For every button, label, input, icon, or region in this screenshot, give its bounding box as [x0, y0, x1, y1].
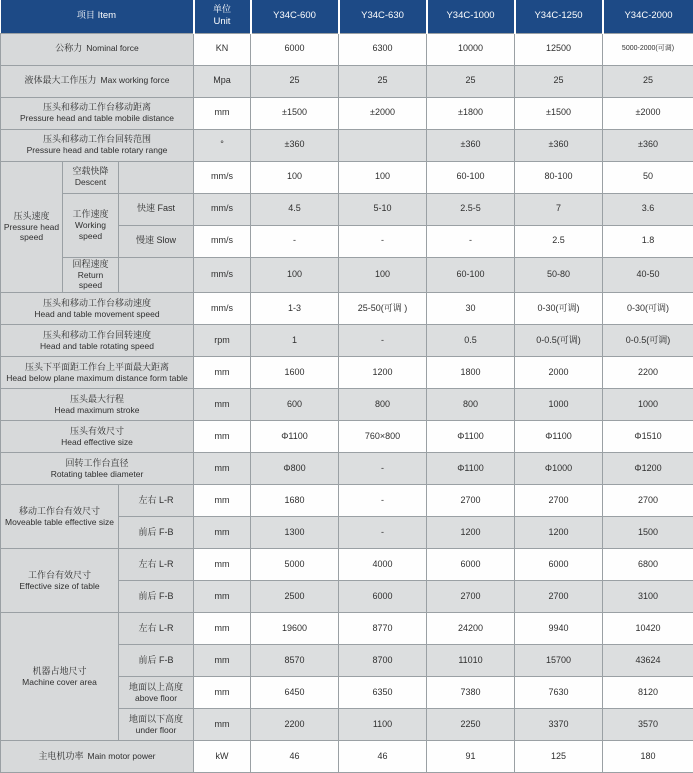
value-cell: - — [339, 453, 427, 485]
value-cell: 12500 — [515, 33, 603, 65]
value-cell: 8570 — [251, 645, 339, 677]
value-cell: 180 — [603, 741, 693, 773]
item-label-cell — [1, 97, 194, 129]
value-cell: 10000 — [427, 33, 515, 65]
sub-label-cell — [119, 677, 194, 709]
value-cell: 60-100 — [427, 161, 515, 193]
item-label-cell — [1, 357, 194, 389]
column-header-model-5: Y34C-2000 — [603, 0, 693, 33]
value-cell: 1800 — [427, 357, 515, 389]
item-label-cell — [1, 389, 194, 421]
label-en: Head below plane maximum distance form table — [6, 372, 188, 383]
unit-header-en: Unit — [213, 15, 231, 27]
row-movement-speed — [1, 293, 693, 325]
value-cell: 2700 — [515, 581, 603, 613]
value-cell: 46 — [339, 741, 427, 773]
value-cell: 5000-2000(可调) — [603, 33, 693, 65]
value-cell: 2250 — [427, 709, 515, 741]
value-cell: Φ1100 — [251, 421, 339, 453]
value-cell: 4000 — [339, 549, 427, 581]
label-zh: 公称力 — [55, 43, 83, 54]
unit-cell: mm — [194, 549, 251, 581]
label-en: Pressure head and table rotary range — [26, 145, 168, 156]
sub-sub-label-cell: 慢速 Slow — [119, 225, 194, 257]
row-nominal-force — [1, 33, 693, 65]
unit-cell: mm/s — [194, 257, 251, 293]
item-label-cell — [1, 325, 194, 357]
label-en: Pressure head and table mobile distance — [19, 113, 175, 124]
label-zh: 压头和移动工作台移动距离 — [42, 102, 151, 113]
unit-cell: KN — [194, 33, 251, 65]
value-cell — [339, 129, 427, 161]
value-cell: 1100 — [339, 709, 427, 741]
value-cell: 11010 — [427, 645, 515, 677]
row-working-fast — [1, 193, 693, 225]
value-cell: 8700 — [339, 645, 427, 677]
unit-cell: ° — [194, 129, 251, 161]
value-cell: 25 — [339, 65, 427, 97]
value-cell: 1 — [251, 325, 339, 357]
value-cell: 9940 — [515, 613, 603, 645]
unit-cell: rpm — [194, 325, 251, 357]
header-row — [1, 0, 693, 33]
value-cell: ±2000 — [339, 97, 427, 129]
value-cell: 1000 — [515, 389, 603, 421]
value-cell: 1200 — [339, 357, 427, 389]
value-cell: 100 — [339, 161, 427, 193]
value-cell: 3.6 — [603, 193, 693, 225]
value-cell: 2700 — [427, 581, 515, 613]
row-max-stroke — [1, 389, 693, 421]
value-cell: 0-0.5(可调) — [603, 325, 693, 357]
value-cell: 100 — [251, 257, 339, 293]
value-cell: 2200 — [251, 709, 339, 741]
value-cell: 19600 — [251, 613, 339, 645]
empty-cell — [119, 161, 194, 193]
sub-label-cell: 左右 L-R — [119, 485, 194, 517]
label-zh: 机器占地尺寸 — [32, 665, 87, 676]
column-header-model-2: Y34C-630 — [339, 0, 427, 33]
label-zh: 压头最大行程 — [69, 393, 124, 404]
value-cell: 0-0.5(可调) — [515, 325, 603, 357]
label-en: Max working force — [100, 75, 170, 86]
label-en: Pressure head speed — [3, 221, 60, 243]
label-zh: 工作速度 — [72, 208, 109, 219]
row-moveable-lr — [1, 485, 693, 517]
label-zh: 压头下平面距工作台上平面最大距离 — [24, 361, 169, 372]
value-cell: 5-10 — [339, 193, 427, 225]
value-cell: 1500 — [603, 517, 693, 549]
unit-cell: mm — [194, 453, 251, 485]
group-label-moveable-table — [1, 485, 119, 549]
unit-cell: kW — [194, 741, 251, 773]
value-cell: 600 — [251, 389, 339, 421]
label-zh: 主电机功率 — [38, 750, 84, 761]
value-cell: 25 — [427, 65, 515, 97]
value-cell: 7 — [515, 193, 603, 225]
value-cell: 5000 — [251, 549, 339, 581]
column-header-model-1: Y34C-600 — [251, 0, 339, 33]
group-label-machine-area — [1, 613, 119, 741]
value-cell: ±360 — [515, 129, 603, 161]
value-cell: Φ800 — [251, 453, 339, 485]
label-en: Effective size of table — [19, 580, 100, 591]
value-cell: 6300 — [339, 33, 427, 65]
column-header-model-3: Y34C-1000 — [427, 0, 515, 33]
sub-label-cell: 左右 L-R — [119, 613, 194, 645]
value-cell: 3570 — [603, 709, 693, 741]
value-cell: 800 — [339, 389, 427, 421]
label-zh: 压头和移动工作台回转速度 — [42, 329, 151, 340]
sub-label-cell — [119, 709, 194, 741]
value-cell: ±360 — [251, 129, 339, 161]
value-cell: 1-3 — [251, 293, 339, 325]
label-zh: 回转工作台直径 — [65, 457, 129, 468]
item-label-cell — [1, 33, 194, 65]
value-cell: 6450 — [251, 677, 339, 709]
value-cell: 2.5 — [515, 225, 603, 257]
value-cell: 6000 — [251, 33, 339, 65]
value-cell: 6000 — [515, 549, 603, 581]
label-en: Rotating tablee diameter — [50, 468, 144, 479]
label-en: Nominal force — [86, 43, 139, 54]
value-cell: 1300 — [251, 517, 339, 549]
label-en: Descent — [74, 177, 107, 188]
empty-cell — [119, 257, 194, 293]
value-cell: 30 — [427, 293, 515, 325]
value-cell: 46 — [251, 741, 339, 773]
label-en: Return speed — [77, 269, 104, 291]
row-max-distance — [1, 357, 693, 389]
value-cell: ±1500 — [515, 97, 603, 129]
value-cell: - — [339, 225, 427, 257]
value-cell: 7630 — [515, 677, 603, 709]
row-head-effective-size — [1, 421, 693, 453]
value-cell: Φ1100 — [427, 421, 515, 453]
value-cell: 43624 — [603, 645, 693, 677]
label-zh: 压头和移动工作台回转范围 — [42, 134, 151, 145]
label-zh: 压头速度 — [13, 210, 50, 221]
unit-cell: mm — [194, 485, 251, 517]
value-cell: - — [427, 225, 515, 257]
value-cell: 25-50(可调 ) — [339, 293, 427, 325]
item-label-cell — [1, 65, 194, 97]
value-cell: 24200 — [427, 613, 515, 645]
label-en: under floor — [135, 724, 177, 735]
value-cell: 50 — [603, 161, 693, 193]
value-cell: - — [251, 225, 339, 257]
value-cell: ±1800 — [427, 97, 515, 129]
value-cell: Φ1100 — [427, 453, 515, 485]
value-cell: 25 — [603, 65, 693, 97]
label-en: Moveable table effective size — [5, 516, 114, 527]
unit-cell: mm — [194, 581, 251, 613]
unit-cell: Mpa — [194, 65, 251, 97]
label-zh: 压头和移动工作台移动速度 — [42, 297, 151, 308]
label-en: Working speed — [74, 220, 107, 241]
value-cell: 2500 — [251, 581, 339, 613]
label-en: Head and table rotating speed — [40, 340, 154, 351]
value-cell: 6350 — [339, 677, 427, 709]
value-cell: ±360 — [427, 129, 515, 161]
value-cell: 15700 — [515, 645, 603, 677]
sub-label-cell: 前后 F-B — [119, 645, 194, 677]
label-en: above floor — [134, 692, 178, 703]
sub-label-cell: 前后 F-B — [119, 581, 194, 613]
unit-cell: mm — [194, 357, 251, 389]
sub-label-cell: 前后 F-B — [119, 517, 194, 549]
unit-cell: mm — [194, 677, 251, 709]
sub-label-cell: 左右 L-R — [119, 549, 194, 581]
row-return-speed — [1, 257, 693, 293]
value-cell: 1680 — [251, 485, 339, 517]
unit-header-zh: 单位 — [212, 4, 231, 15]
value-cell: - — [339, 517, 427, 549]
value-cell: 6000 — [339, 581, 427, 613]
label-zh: 移动工作台有效尺寸 — [18, 505, 100, 516]
value-cell: 3100 — [603, 581, 693, 613]
sub-label-cell — [63, 161, 119, 193]
unit-cell: mm — [194, 645, 251, 677]
value-cell: 760×800 — [339, 421, 427, 453]
item-label-cell — [1, 129, 194, 161]
item-label-cell — [1, 453, 194, 485]
unit-cell: mm — [194, 389, 251, 421]
column-header-item — [1, 0, 194, 33]
value-cell: 2200 — [603, 357, 693, 389]
value-cell: ±2000 — [603, 97, 693, 129]
unit-cell: mm — [194, 613, 251, 645]
value-cell: 10420 — [603, 613, 693, 645]
unit-cell: mm — [194, 97, 251, 129]
value-cell: 0-30(可调) — [515, 293, 603, 325]
value-cell: 7380 — [427, 677, 515, 709]
value-cell: - — [339, 485, 427, 517]
value-cell: 100 — [251, 161, 339, 193]
value-cell: 91 — [427, 741, 515, 773]
value-cell: Φ1510 — [603, 421, 693, 453]
value-cell: 2700 — [515, 485, 603, 517]
value-cell: - — [339, 325, 427, 357]
item-label-cell — [1, 293, 194, 325]
value-cell: 50-80 — [515, 257, 603, 293]
label-zh: 液体最大工作压力 — [24, 75, 97, 86]
row-mobile-distance — [1, 97, 693, 129]
value-cell: 0-30(可调) — [603, 293, 693, 325]
column-header-model-4: Y34C-1250 — [515, 0, 603, 33]
unit-cell: mm — [194, 421, 251, 453]
row-main-motor — [1, 741, 693, 773]
label-zh: 压头有效尺寸 — [69, 425, 124, 436]
value-cell: 0.5 — [427, 325, 515, 357]
value-cell: 2700 — [603, 485, 693, 517]
value-cell: Φ1200 — [603, 453, 693, 485]
row-rotating-table-diameter — [1, 453, 693, 485]
value-cell: Φ1000 — [515, 453, 603, 485]
value-cell: 25 — [251, 65, 339, 97]
value-cell: 1.8 — [603, 225, 693, 257]
item-header-zh: 项目 — [76, 10, 95, 21]
value-cell: 3370 — [515, 709, 603, 741]
label-zh: 工作台有效尺寸 — [27, 569, 91, 580]
label-en: Main motor power — [87, 750, 156, 761]
group-label-effective-table — [1, 549, 119, 613]
value-cell: 800 — [427, 389, 515, 421]
label-zh: 空载快降 — [72, 166, 109, 177]
unit-cell: mm/s — [194, 193, 251, 225]
label-zh: 地面以上高度 — [128, 681, 183, 692]
item-label-cell — [1, 421, 194, 453]
label-en: Machine cover area — [22, 676, 97, 687]
unit-cell: mm — [194, 517, 251, 549]
row-machine-lr — [1, 613, 693, 645]
row-descent — [1, 161, 693, 193]
value-cell: 8120 — [603, 677, 693, 709]
row-table-lr — [1, 549, 693, 581]
value-cell: 100 — [339, 257, 427, 293]
label-en: Head maximum stroke — [54, 404, 140, 415]
value-cell: ±1500 — [251, 97, 339, 129]
value-cell: 1000 — [603, 389, 693, 421]
value-cell: 2000 — [515, 357, 603, 389]
value-cell: 6800 — [603, 549, 693, 581]
unit-cell: mm/s — [194, 161, 251, 193]
item-label-cell — [1, 741, 194, 773]
value-cell: 80-100 — [515, 161, 603, 193]
value-cell: 2700 — [427, 485, 515, 517]
value-cell: 40-50 — [603, 257, 693, 293]
group-label-head-speed — [1, 161, 63, 293]
value-cell: 25 — [515, 65, 603, 97]
row-max-working-force — [1, 65, 693, 97]
value-cell: 1200 — [427, 517, 515, 549]
value-cell: 125 — [515, 741, 603, 773]
label-en: Head and table movement speed — [34, 308, 160, 319]
sub-sub-label-cell: 快速 Fast — [119, 193, 194, 225]
unit-cell: mm — [194, 709, 251, 741]
label-en: Head effective size — [61, 436, 133, 447]
row-rotating-speed — [1, 325, 693, 357]
value-cell: 2.5-5 — [427, 193, 515, 225]
value-cell: 4.5 — [251, 193, 339, 225]
sub-label-working-speed — [63, 193, 119, 257]
value-cell: 8770 — [339, 613, 427, 645]
unit-cell: mm/s — [194, 225, 251, 257]
column-header-unit — [194, 0, 251, 33]
sub-label-cell — [63, 257, 119, 293]
value-cell: Φ1100 — [515, 421, 603, 453]
value-cell: 6000 — [427, 549, 515, 581]
item-header-en: Item — [97, 10, 117, 22]
label-zh: 回程速度 — [72, 258, 109, 269]
value-cell: 1600 — [251, 357, 339, 389]
unit-cell: mm/s — [194, 293, 251, 325]
label-zh: 地面以下高度 — [128, 713, 183, 724]
value-cell: ±360 — [603, 129, 693, 161]
value-cell: 1200 — [515, 517, 603, 549]
value-cell: 60-100 — [427, 257, 515, 293]
row-rotary-range — [1, 129, 693, 161]
